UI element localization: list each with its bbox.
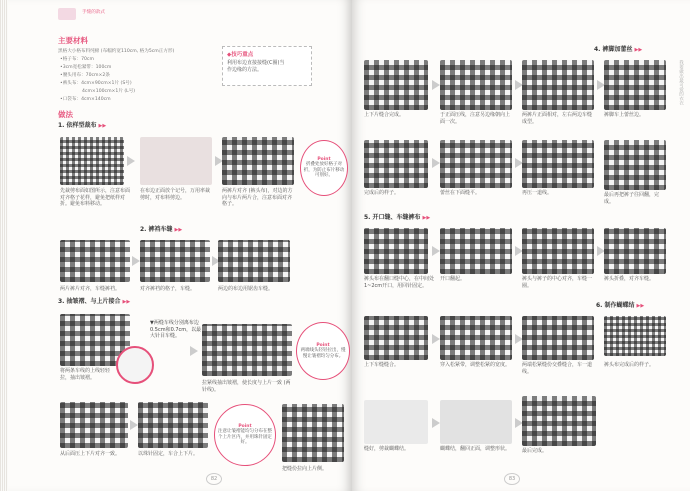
arrow-icon (127, 156, 135, 166)
bubble-text: 折叠处放好格子对折，为防止布片移动可别好。 (303, 162, 345, 179)
photo-step-3d (138, 402, 208, 448)
caption: 再压一道线。 (522, 190, 553, 196)
caption: 上下片缝合完成。 (364, 112, 405, 118)
step-arrow-icon: ▶▶ (98, 123, 107, 129)
arrow-icon (432, 418, 440, 428)
caption: 蝴蝶结，翻回正面，调整形状。 (440, 446, 511, 452)
step-arrow-icon: ▶▶ (122, 299, 131, 305)
photo-step-3c (60, 402, 128, 448)
caption: 从后面压上下片对齐一致。 (60, 451, 121, 457)
fabric-note: 黑格大小格布料纯棉 (布幅约宽110cm, 格为5cm正方形) (58, 49, 175, 54)
caption: 两端松紧缝份交叠缝合，车一道线。 (522, 362, 593, 375)
photo-step-4h (604, 140, 666, 190)
photo-step-5c (522, 228, 594, 274)
photo-step-5e (364, 316, 428, 360)
photo-step-3e (282, 404, 344, 462)
side-running-title: 我要做出最可爱的衣衣 (678, 60, 684, 105)
page-edge (0, 0, 8, 491)
photo-step-4b (440, 60, 512, 110)
arrow-icon (432, 334, 440, 344)
arrow-icon (190, 346, 198, 356)
step-3-title: 3. 抽皱褶、与上片接合 ▶▶ (58, 298, 131, 305)
photo-step-2a (60, 240, 130, 282)
arrow-icon (432, 158, 440, 168)
photo-step-1c (222, 137, 294, 185)
tip-box (222, 46, 312, 86)
caption: 最后再把裤子往回翻，完成。 (604, 192, 660, 205)
caption: 两边的布边用锯齿车缝。 (218, 286, 274, 292)
material-item: •格子布：70cm (60, 57, 94, 62)
detail-zoom-circle (116, 346, 154, 384)
photo-step-4f (440, 140, 512, 188)
photo-step-4a (364, 60, 428, 110)
step-arrow-icon: ▶▶ (422, 215, 431, 221)
caption: 裤脚车上蕾丝边。 (604, 112, 645, 118)
point-bubble (300, 140, 348, 196)
photo-step-2c (218, 240, 290, 282)
caption: 将两条车线的上线轻轻拉，抽出皱褶。 (60, 368, 111, 381)
bubble-text: 注意让皱褶能均匀分布在整个上片区内，并用珠针固定好。 (218, 429, 272, 446)
header-title: 手缝的款式 (82, 10, 105, 15)
step-arrow-icon: ▶▶ (634, 47, 643, 53)
material-item: •口袋布：4cm×140cm (60, 97, 111, 102)
photo-step-5g (522, 316, 594, 360)
material-item: •3cm宽松紧带：100cm (60, 65, 112, 70)
photo-step-6c (440, 400, 512, 444)
bubble-title: Point (238, 424, 252, 430)
arrow-icon (432, 246, 440, 256)
photo-step-6d (522, 396, 596, 446)
caption: 裤头折叠，对齐车缝。 (604, 276, 655, 282)
step-2-title: 2. 裤裆车缝 ▶▶ (140, 226, 183, 233)
caption: 穿入松紧带，调整松紧的宽度。 (440, 362, 511, 368)
caption: 缝好，剪裁蝴蝶结。 (364, 446, 410, 452)
caption: 蕾丝在下面缝平。 (440, 190, 481, 196)
tip-text: 利用布边直接接缝(C圈)当 作边缘的方法。 (227, 60, 285, 73)
step-4-title: 4. 裤脚加蕾丝 ▶▶ (594, 46, 643, 53)
photo-step-5f (440, 316, 512, 360)
step-3-note: ▼两缝车线分别离布边 0.5cm和0.7cm，以最 大针目车缝。 (150, 320, 202, 339)
caption: 完成后的样子。 (364, 190, 400, 196)
photo-step-2b (140, 240, 210, 282)
material-item: 4cm×100cm×1片 (L号) (82, 89, 136, 94)
point-bubble (214, 404, 276, 466)
caption: 两裤片对齐 (裤头布)，对边的方向与布片两片合，注意布面对齐格子。 (222, 188, 293, 207)
caption: 最后完成。 (522, 448, 548, 454)
photo-step-1a (60, 137, 124, 185)
logo-icon (58, 8, 76, 20)
photo-step-4e (364, 140, 428, 188)
method-title: 做法 (58, 110, 73, 119)
bubble-title: Point (316, 342, 330, 348)
caption: 在布边正面放个记号，万用率裁剪时，对布料剪边。 (140, 188, 211, 201)
page-number: 83 (504, 473, 520, 485)
photo-step-5d (604, 228, 666, 274)
point-bubble (296, 322, 350, 380)
material-item: •腰头用布：70cm×2条 (60, 73, 110, 78)
caption: 上下车缝缝合。 (364, 362, 400, 368)
caption: 把缝份拉向上片侧。 (282, 466, 328, 472)
caption: 对齐裤裆的格子，车缝。 (140, 286, 196, 292)
photo-step-5b (440, 228, 512, 274)
step-5-title: 5. 开口缝、车缝裤布 ▶▶ (364, 214, 431, 221)
photo-step-6b (364, 400, 428, 444)
photo-step-4d (604, 60, 666, 110)
material-item: •裤头布：4cm×90cm×1片 (S号) (60, 81, 132, 86)
arrow-icon (132, 256, 140, 266)
photo-step-4g (522, 140, 594, 188)
caption: 先裁剪布面如图所示，注意布面对齐格子花样，避免把纸样对折。避免布料移动。 (60, 188, 131, 207)
caption: 裤头与裤子的中心对齐，车缝一圈。 (522, 276, 593, 289)
caption: 裤头布在翻口缝中心，在中间处1~2cm开口，用回针固定。 (364, 276, 435, 289)
materials-title: 主要材料 (58, 36, 88, 45)
caption: 裤头布完成后的样子。 (604, 362, 655, 368)
step-arrow-icon: ▶▶ (636, 303, 645, 309)
arrow-icon (130, 420, 138, 430)
caption: 开口翻起。 (440, 276, 466, 282)
step-6-title: 6. 制作蝴蝶结 ▶▶ (596, 302, 645, 309)
tip-title: ◆技巧重点 (227, 52, 254, 58)
bubble-title: Point (317, 157, 331, 163)
caption: 两裤片正面相对，左右两边车缝成型。 (522, 112, 593, 125)
photo-step-3b (202, 324, 292, 376)
caption: 于正面压线，注意另边缘朝向上面一次。 (440, 112, 511, 125)
caption: 拉紧线抽出皱褶，使长度与上片一致 (两针线)。 (202, 380, 291, 393)
step-arrow-icon: ▶▶ (174, 227, 183, 233)
caption: 以珠针固定，车合上下片。 (138, 451, 199, 457)
right-page (352, 0, 690, 491)
photo-step-6a (604, 316, 666, 356)
bubble-text: 两端线头轻轻拉出，慢慢让皱褶均匀分布。 (300, 347, 346, 359)
page-number: 82 (206, 473, 222, 485)
photo-step-4c (522, 60, 594, 110)
arrow-icon (432, 80, 440, 90)
photo-step-5a (364, 228, 428, 274)
caption: 两片裤片对齐，车缝裤裆。 (60, 286, 121, 292)
step-1-title: 1. 依样型裁布 ▶▶ (58, 122, 107, 129)
photo-step-1b (140, 137, 212, 185)
